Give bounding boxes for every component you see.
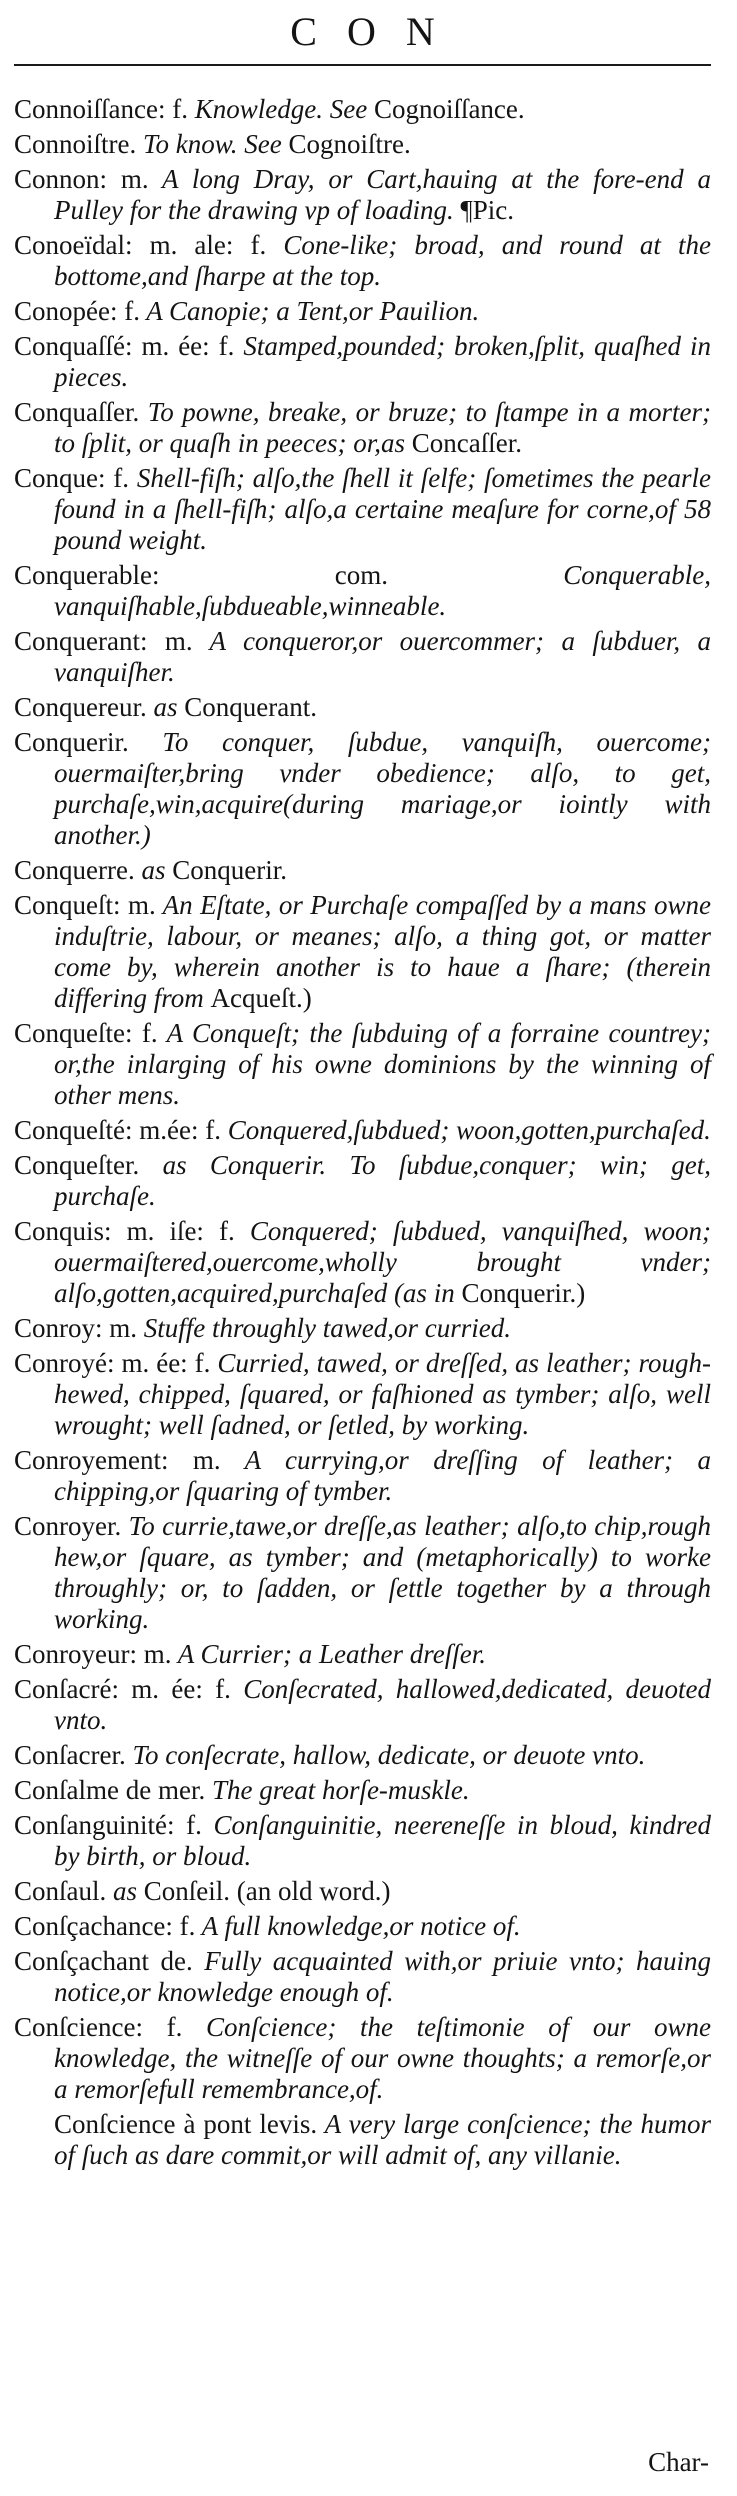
grammar: m.ée: f. [132, 1115, 221, 1145]
definition: To know. See [136, 129, 289, 159]
headword: Conopée: [14, 296, 118, 326]
definition: A Currier; a Leather dreſſer. [171, 1639, 487, 1669]
definition: Knowledge. See [187, 94, 374, 124]
definition: A Conqueſt; the ſubduing of a forraine countrey; or,the inlarging of his owne dominions by the winning of other mens. [54, 1018, 711, 1110]
definition: A conqueror,or ouercommer; a ſubduer, a vanquiſher. [54, 626, 711, 687]
headword: Conqueſté: [14, 1115, 133, 1145]
entry [14, 2012, 711, 2105]
headword: Conquerable: [14, 560, 160, 590]
definition: Stamped,pounded; broken,ſplit, quaſhed in pieces. [54, 331, 711, 392]
grammar: m. ée: f. [114, 1348, 211, 1378]
grammar: m. [147, 626, 193, 656]
entry-list [14, 94, 711, 2171]
entry [14, 560, 711, 622]
grammar: m. [120, 890, 156, 920]
entry [14, 1911, 711, 1942]
definition: A long Dray, or Cart,hauing at the fore-end a Pulley for the drawing vp of loading. [54, 164, 711, 225]
definition: The great horſe-muskle. [205, 1775, 470, 1805]
headword: Conque: [14, 463, 106, 493]
entry [14, 1775, 711, 1806]
definition: A very large conſcience; the humor of ſuch as dare commit,or will admit of, any villanie. [54, 2109, 711, 2170]
cross-reference: Acqueſt.) [210, 983, 312, 1013]
definition: Curried, tawed, or dreſſed, as leather; rough-hewed, chipped, ſquared, or faſhioned as tymber; alſo, well wrought; well ſadned, or ſetled, by working. [54, 1348, 711, 1440]
headword: Conſcience: [14, 2012, 143, 2042]
entry [14, 331, 711, 393]
running-head: CON [290, 9, 465, 54]
entry [14, 727, 711, 851]
cross-reference: Cognoiſtre. [288, 129, 411, 159]
entry [14, 1018, 711, 1111]
subentry [14, 2109, 711, 2171]
entry [14, 296, 711, 327]
entry [14, 1115, 711, 1146]
definition: Cone-like; broad, and round at the bottome,and ſharpe at the top. [54, 230, 711, 291]
definition: To currie,tawe,or dreſſe,as leather; alſo,to chip,rough hew,or ſquare, as tymber; and (metaphorically) to worke throughly; or, to ſadden, or ſettle together by a through working. [54, 1511, 711, 1634]
entry [14, 1348, 711, 1441]
definition: A Canopie; a Tent,or Pauilion. [139, 296, 480, 326]
cross-reference: Concaſſer. [411, 428, 522, 458]
headword: Connon: [14, 164, 108, 194]
headword: Conſçachance: [14, 1911, 173, 1941]
entry [14, 1639, 711, 1670]
headword: Conroyement: [14, 1445, 169, 1475]
definition: Stuffe throughly tawed,or curried. [137, 1313, 511, 1343]
grammar: f. [132, 1018, 158, 1048]
headword: Conquereur. [14, 692, 147, 722]
entry [14, 1313, 711, 1344]
headword: Conroy: [14, 1313, 103, 1343]
headword: Conroyé: [14, 1348, 115, 1378]
grammar: m. [168, 1445, 221, 1475]
grammar: f. [165, 94, 188, 124]
headword: Conſçachant de. [14, 1946, 193, 1976]
definition: A full knowledge,or notice of. [195, 1911, 521, 1941]
headword: Conſacrer. [14, 1740, 126, 1770]
grammar: f. [142, 2012, 183, 2042]
definition: To conquer, ſubdue, vanquiſh, ouercome; ouermaiſter,bring vnder obedience; alſo, to get, purchaſe,win,acquire(during mariage,or iointly with another.) [54, 727, 711, 850]
definition: To conſecrate, hallow, dedicate, or deuote vnto. [125, 1740, 646, 1770]
definition: Conquered; ſubdued, vanquiſhed, woon; ouermaiſtered,ouercome,wholly brought vnder; alſo,gotten,acquired,purchaſed (as in [54, 1216, 711, 1308]
head-rule [14, 64, 711, 66]
definition: To powne, breake, or bruze; to ſtampe in a morter; to ſplit, or quaſh in peeces; or,as [54, 397, 711, 458]
entry [14, 463, 711, 556]
entry [14, 1445, 711, 1507]
catchword: Char- [648, 2447, 709, 2477]
headword: Conqueſter. [14, 1150, 140, 1180]
headword: Conquerir. [14, 727, 129, 757]
definition: Conſecrated, hallowed,dedicated, deuoted vnto. [54, 1674, 712, 1735]
cross-reference: Conquerant. [184, 692, 317, 722]
definition: An Eſtate, or Purchaſe compaſſed by a mans owne induſtrie, labour, or meanes; alſo, a thing got, or matter come by, wherein another is to haue a ſhare; (therein differing from [54, 890, 711, 1013]
definition: Conquered,ſubdued; woon,gotten,purchaſed. [220, 1115, 711, 1145]
grammar: f. [117, 296, 140, 326]
headword: Connoiſſance: [14, 94, 166, 124]
grammar: f. [105, 463, 130, 493]
entry [14, 1216, 711, 1309]
entry [14, 397, 711, 459]
definition: as [134, 855, 173, 885]
definition: Fully acquainted with,or priuie vnto; hauing notice,or knowledge enough of. [54, 1946, 711, 2007]
grammar: m. iſe: f. [111, 1216, 235, 1246]
entry [14, 1946, 711, 2008]
grammar: m. ée: f. [132, 331, 235, 361]
entry [14, 1511, 711, 1635]
definition: as Conquerir. To ſubdue,conquer; win; get, purchaſe. [54, 1150, 711, 1211]
definition: Conſanguinitie, neereneſſe in bloud, kindred by birth, or bloud. [54, 1810, 711, 1871]
headword: Conquerre. [14, 855, 135, 885]
headword: Conſanguinité: [14, 1810, 175, 1840]
definition: as [146, 692, 185, 722]
headword: Conſaul. [14, 1876, 107, 1906]
headword: Conroyer. [14, 1511, 122, 1541]
entry [14, 129, 711, 160]
definition: as [106, 1876, 144, 1906]
entry [14, 94, 711, 125]
grammar: m. [102, 1313, 138, 1343]
headword: Conſalme de mer. [14, 1775, 206, 1805]
entry [14, 1876, 711, 1907]
headword: Conquerant: [14, 626, 148, 656]
definition: Conquerable, vanquiſhable,ſubdueable,winneable. [54, 560, 711, 621]
grammar: m. [107, 164, 149, 194]
headword: Conroyeur: [14, 1639, 137, 1669]
entry [14, 626, 711, 688]
entry [14, 1740, 711, 1771]
definition: Shell-fiſh; alſo,the ſhell it ſelfe; ſometimes the pearle found in a ſhell-fiſh; alſo,a certaine meaſure for corne,of 58 pound weight. [54, 463, 711, 555]
headword: Conqueſt: [14, 890, 121, 920]
cross-reference: Conſeil. (an old word.) [143, 1876, 391, 1906]
definition: Conſcience; the teſtimonie of our owne knowledge, the witneſſe of our owne thoughts; a remorſe,or a remorſefull remembrance,of. [54, 2012, 711, 2104]
headword: Conqueſte: [14, 1018, 133, 1048]
grammar: f. [172, 1911, 196, 1941]
entry [14, 855, 711, 886]
headword: Conquaſſé: [14, 331, 133, 361]
cross-reference: ¶Pic. [453, 195, 514, 225]
headword: Connoiſtre. [14, 129, 137, 159]
definition: A currying,or dreſſing of leather; a chipping,or ſquaring of tymber. [54, 1445, 711, 1506]
headword: Conoeïdal: [14, 230, 133, 260]
grammar: m. ale: f. [132, 230, 267, 260]
headword: Conquis: [14, 1216, 112, 1246]
entry [14, 692, 711, 723]
grammar: m. [136, 1639, 172, 1669]
entry [14, 164, 711, 226]
entry [14, 1674, 711, 1736]
headword: Conquaſſer. [14, 397, 140, 427]
cross-reference: Cognoiſſance. [373, 94, 525, 124]
entry [14, 890, 711, 1014]
grammar: m. ée: f. [118, 1674, 231, 1704]
headword: Conſcience à pont levis. [54, 2109, 318, 2139]
cross-reference: Conquerir.) [461, 1278, 586, 1308]
headword: Conſacré: [14, 1674, 119, 1704]
entry [14, 1810, 711, 1872]
cross-reference: Conquerir. [172, 855, 287, 885]
grammar: f. [174, 1810, 202, 1840]
grammar: com. [159, 560, 388, 590]
entry [14, 230, 711, 292]
entry [14, 1150, 711, 1212]
